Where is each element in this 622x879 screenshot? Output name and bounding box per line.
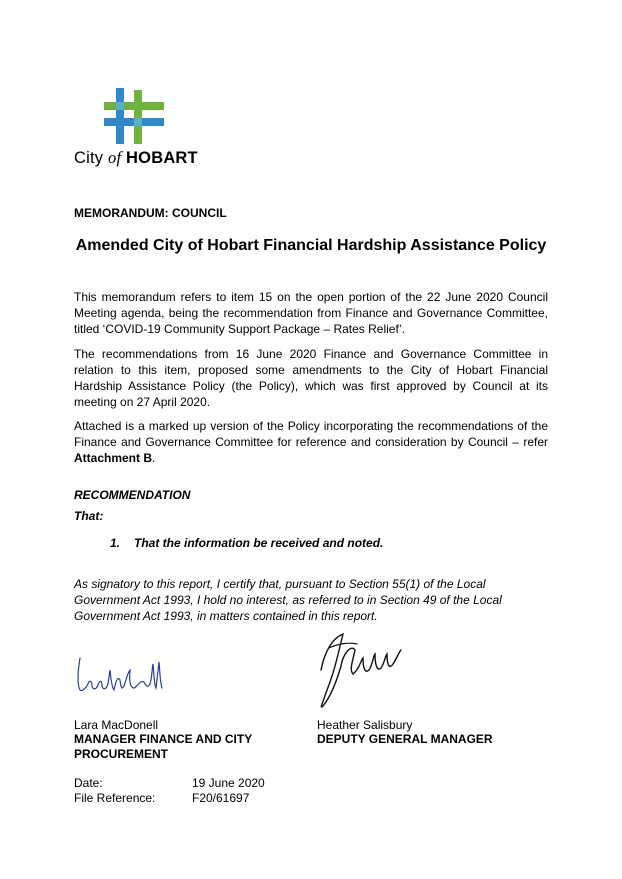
signatory-1-role: MANAGER FINANCE AND CITY PROCUREMENT	[74, 732, 253, 761]
date-value: 19 June 2020	[192, 776, 265, 790]
signatory-2-role: DEPUTY GENERAL MANAGER	[317, 732, 493, 746]
memo-label: MEMORANDUM: COUNCIL	[74, 206, 227, 220]
recommendation-item-text: That the information be received and noted.	[134, 536, 384, 550]
signatory-1-name: Lara MacDonell	[74, 718, 159, 732]
signatory-2	[317, 718, 557, 747]
recommendation-item-number: 1.	[110, 536, 121, 550]
recommendation-heading: RECOMMENDATION	[74, 488, 191, 502]
certification-statement: As signatory to this report, I certify that, pursuant to Section 55(1) of the Local Government Act 1993, I hold no interest, as referred to in Section 49 of the Local Government Act 1993, in matters contained in this report.	[74, 577, 502, 623]
signature-1	[74, 650, 164, 698]
paragraph-2: The recommendations from 16 June 2020 Finance and Governance Committee in relation to this item, proposed some amendments to the City of Hobart Financial Hardship Assistance Policy (the Policy), which was first approved by Council at its meeting on 27 April 2020.	[74, 347, 548, 409]
attachment-reference: Attachment B	[74, 451, 153, 465]
city-of-hobart-logo	[104, 88, 164, 144]
recommendation-that: That:	[74, 509, 104, 523]
paragraph-3-text: Attached is a marked up version of the Policy incorporating the recommendations of the Finance and Governance Committee for reference and consideration by Council – refer	[74, 419, 548, 449]
logo-word-hobart: HOBART	[126, 149, 198, 167]
logo-word-of: of	[108, 148, 122, 167]
signature-2	[313, 630, 403, 712]
paragraph-1: This memorandum refers to item 15 on the open portion of the 22 June 2020 Council Meeting agenda, being the recommendation from Finance and Governance Committee, titled ‘COVID-19 Community Support Package – Rates Relief’.	[74, 290, 548, 336]
document-title: Amended City of Hobart Financial Hardship Assistance Policy	[75, 237, 547, 254]
lara-macdonell-signature-icon	[74, 650, 164, 698]
logo-wordmark	[74, 148, 198, 168]
heather-salisbury-signature-icon	[313, 630, 403, 712]
date-label: Date:	[74, 776, 103, 790]
date-row	[74, 776, 265, 791]
recommendation-item	[110, 536, 383, 550]
signatory-2-name: Heather Salisbury	[317, 718, 413, 732]
file-reference-label: File Reference:	[74, 791, 156, 805]
paragraph-3	[74, 418, 548, 466]
city-of-hobart-logo-icon	[104, 88, 164, 144]
file-reference-row	[74, 791, 249, 806]
file-reference-value: F20/61697	[192, 791, 250, 805]
paragraph-3-end: .	[152, 451, 156, 465]
signatory-1	[74, 718, 294, 762]
logo-word-city: City	[74, 149, 104, 167]
